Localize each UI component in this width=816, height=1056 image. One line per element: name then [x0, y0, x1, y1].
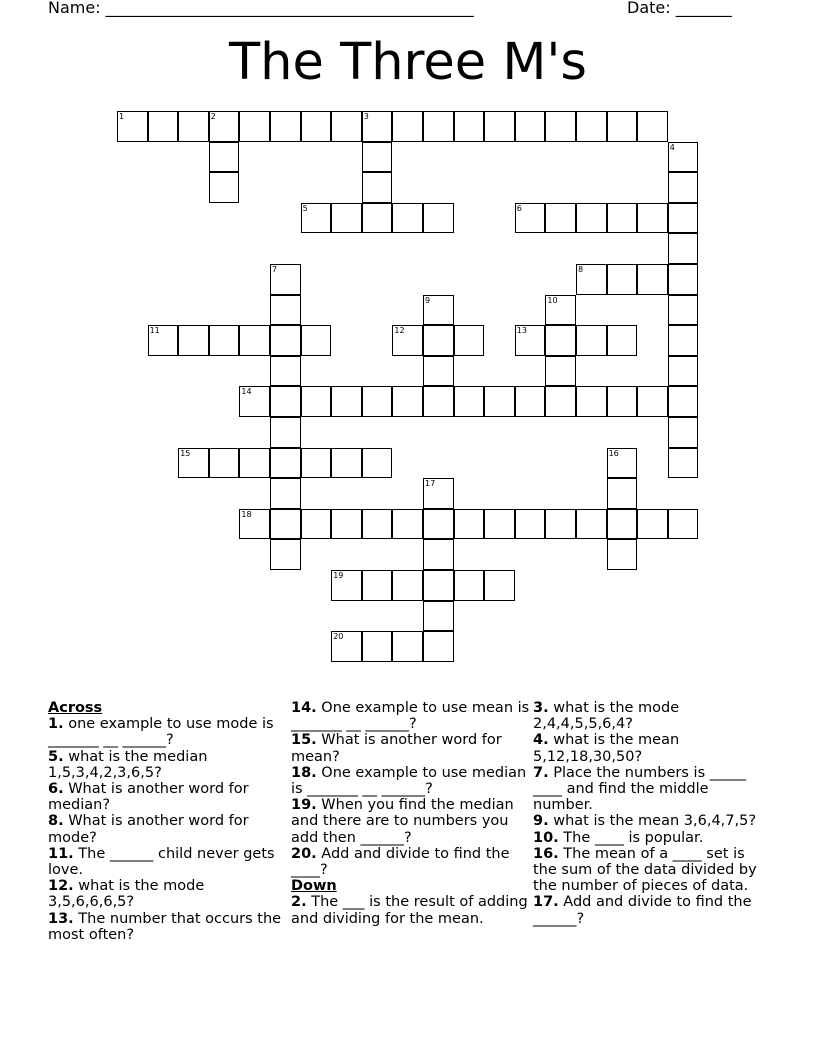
grid-cell[interactable] [362, 631, 393, 662]
clue-number: 12 [394, 326, 405, 336]
grid-cell[interactable] [209, 448, 240, 479]
grid-cell[interactable] [178, 111, 209, 142]
grid-cell[interactable] [209, 325, 240, 356]
grid-cell[interactable] [454, 509, 485, 540]
clue-text: The ______ child never gets love. [48, 845, 275, 879]
grid-cell[interactable] [178, 448, 209, 479]
grid-cell[interactable] [454, 111, 485, 142]
grid-cell[interactable] [239, 509, 270, 540]
grid-cell[interactable] [668, 509, 699, 540]
grid-cell[interactable] [362, 203, 393, 234]
grid-cell[interactable] [362, 509, 393, 540]
grid-cell[interactable] [668, 295, 699, 326]
grid-cell[interactable] [637, 509, 668, 540]
name-field[interactable]: Name: ______________________________________________ [48, 0, 474, 17]
clues-heading: Across [48, 700, 103, 716]
grid-cell[interactable] [301, 111, 332, 142]
clue-text: The ___ is the result of adding and dividing for the mean. [291, 894, 528, 927]
clue-number: 10 [547, 295, 558, 305]
grid-cell[interactable] [576, 264, 607, 295]
clue-number: 13 [516, 326, 527, 336]
grid-cell[interactable] [392, 570, 423, 601]
clue-item [48, 716, 288, 748]
grid-cell[interactable] [423, 111, 454, 142]
grid-cell[interactable] [331, 203, 362, 234]
clue-text: what is the mode 3,5,6,6,6,5? [48, 878, 205, 911]
clue-item [291, 732, 531, 764]
grid-cell[interactable] [209, 142, 240, 173]
clue-number: 16 [608, 448, 619, 458]
grid-cell[interactable] [637, 111, 668, 142]
clues-column-3 [533, 700, 773, 927]
grid-cell[interactable] [209, 172, 240, 203]
clue-text: What is another word for mean? [291, 732, 502, 765]
grid-cell[interactable] [331, 631, 362, 662]
clue-number-label: 14. [291, 700, 317, 716]
grid-cell[interactable] [362, 386, 393, 417]
grid-cell[interactable] [148, 111, 179, 142]
clue-text: what is the mean 3,6,4,7,5? [548, 813, 757, 830]
grid-cell[interactable] [423, 570, 454, 601]
clue-item [291, 765, 531, 797]
clue-number: 3 [363, 112, 369, 121]
clue-number: 6 [516, 203, 522, 213]
grid-cell[interactable] [362, 570, 393, 601]
grid-cell[interactable] [331, 111, 362, 142]
grid-cell[interactable] [545, 295, 576, 326]
clue-text: Add and divide to find the ______? [533, 894, 752, 927]
clue-item [291, 894, 531, 926]
clue-number: 18 [241, 509, 252, 519]
grid-cell[interactable] [668, 417, 699, 448]
clue-item [533, 830, 773, 846]
grid-cell[interactable] [607, 478, 638, 509]
grid-cell[interactable] [423, 295, 454, 326]
grid-cell[interactable] [392, 386, 423, 417]
clue-number-label: 18. [291, 764, 317, 781]
grid-cell[interactable] [637, 264, 668, 295]
grid-cell[interactable] [607, 203, 638, 234]
clue-number: 7 [272, 265, 278, 274]
grid-cell[interactable] [148, 325, 179, 356]
grid-cell[interactable] [270, 111, 301, 142]
clue-item [48, 846, 288, 878]
grid-cell[interactable] [362, 448, 393, 479]
grid-cell[interactable] [484, 111, 515, 142]
grid-cell[interactable] [392, 111, 423, 142]
grid-cell[interactable] [270, 448, 301, 479]
clue-number: 2 [210, 112, 216, 121]
grid-cell[interactable] [607, 111, 638, 142]
grid-cell[interactable] [545, 325, 576, 356]
grid-cell[interactable] [668, 356, 699, 387]
grid-cell[interactable] [270, 295, 301, 326]
clue-number-label: 2. [291, 894, 307, 911]
grid-cell[interactable] [362, 172, 393, 203]
grid-cell[interactable] [423, 203, 454, 234]
clues-column-1 [48, 700, 288, 943]
grid-cell[interactable] [270, 539, 301, 570]
grid-cell[interactable] [392, 631, 423, 662]
grid-cell[interactable] [607, 325, 638, 356]
grid-cell[interactable] [668, 264, 699, 295]
clue-number: 8 [578, 265, 584, 274]
clue-text: What is another word for median? [48, 781, 249, 814]
grid-cell[interactable] [484, 509, 515, 540]
clue-number: 5 [302, 203, 308, 213]
clue-item [48, 878, 288, 910]
grid-cell[interactable] [515, 203, 546, 234]
clue-text: what is the mean 5,12,18,30,50? [533, 732, 680, 765]
clue-number-label: 10. [533, 829, 559, 846]
grid-cell[interactable] [117, 111, 148, 142]
clue-text: One example to use mean is _______ __ ______? [291, 700, 530, 733]
grid-cell[interactable] [270, 509, 301, 540]
grid-cell[interactable] [545, 356, 576, 387]
clue-number-label: 17. [533, 894, 559, 911]
clue-number: 15 [180, 448, 191, 458]
grid-cell[interactable] [362, 111, 393, 142]
grid-cell[interactable] [239, 448, 270, 479]
clue-number-label: 3. [533, 700, 549, 716]
clue-number: 11 [149, 326, 160, 336]
grid-cell[interactable] [423, 601, 454, 632]
grid-cell[interactable] [239, 386, 270, 417]
clue-number-label: 11. [48, 845, 74, 862]
grid-cell[interactable] [423, 386, 454, 417]
clue-item [48, 749, 288, 781]
clue-item [48, 911, 288, 943]
clue-number-label: 8. [48, 813, 64, 830]
grid-cell[interactable] [668, 172, 699, 203]
clue-number-label: 7. [533, 764, 549, 781]
grid-cell[interactable] [423, 478, 454, 509]
clue-number-label: 1. [48, 716, 64, 733]
grid-cell[interactable] [607, 386, 638, 417]
grid-cell[interactable] [607, 509, 638, 540]
grid-cell[interactable] [668, 448, 699, 479]
grid-cell[interactable] [454, 325, 485, 356]
grid-cell[interactable] [301, 509, 332, 540]
clue-number-label: 9. [533, 813, 549, 830]
grid-cell[interactable] [270, 356, 301, 387]
clue-text: The mean of a ____ set is the sum of the data divided by the number of pieces of data. [533, 845, 757, 895]
clue-number: 19 [333, 571, 344, 580]
grid-cell[interactable] [423, 631, 454, 662]
grid-cell[interactable] [545, 386, 576, 417]
clue-item [533, 846, 773, 895]
clue-text: what is the mode 2,4,4,5,5,6,4? [533, 700, 680, 733]
clue-item [533, 765, 773, 814]
grid-cell[interactable] [576, 325, 607, 356]
clue-number-label: 15. [291, 732, 317, 749]
grid-cell[interactable] [515, 386, 546, 417]
date-field[interactable]: Date: _______ [627, 0, 732, 17]
grid-cell[interactable] [331, 570, 362, 601]
grid-cell[interactable] [637, 203, 668, 234]
clues-column-2 [291, 700, 531, 927]
grid-cell[interactable] [454, 570, 485, 601]
clue-text: one example to use mode is _______ __ ______? [48, 716, 274, 749]
grid-cell[interactable] [668, 142, 699, 173]
clue-item [533, 894, 773, 926]
clue-item [291, 846, 531, 878]
clue-text: When you find the median and there are to numbers you add then ______? [291, 797, 514, 846]
grid-cell[interactable] [301, 203, 332, 234]
clue-number: 14 [241, 387, 252, 397]
grid-cell[interactable] [637, 386, 668, 417]
grid-cell[interactable] [392, 325, 423, 356]
grid-cell[interactable] [545, 111, 576, 142]
grid-cell[interactable] [423, 539, 454, 570]
grid-cell[interactable] [331, 448, 362, 479]
grid-cell[interactable] [545, 203, 576, 234]
clue-number: 1 [119, 112, 125, 121]
clue-item [533, 732, 773, 764]
grid-cell[interactable] [239, 111, 270, 142]
grid-cell[interactable] [301, 325, 332, 356]
grid-cell[interactable] [209, 111, 240, 142]
grid-cell[interactable] [607, 264, 638, 295]
grid-cell[interactable] [576, 111, 607, 142]
clues-heading: Down [291, 878, 337, 895]
clue-number-label: 20. [291, 845, 317, 862]
clue-number: 4 [669, 142, 675, 152]
clue-item [291, 700, 531, 732]
clue-number: 17 [425, 479, 436, 489]
clue-text: what is the median 1,5,3,4,2,3,6,5? [48, 748, 208, 781]
clue-number-label: 6. [48, 781, 64, 798]
grid-cell[interactable] [423, 325, 454, 356]
grid-cell[interactable] [178, 325, 209, 356]
clue-number: 20 [333, 632, 344, 642]
clue-item [533, 700, 773, 732]
clue-number-label: 12. [48, 878, 74, 895]
grid-cell[interactable] [576, 509, 607, 540]
clue-text: The number that occurs the most often? [48, 910, 282, 943]
clue-item [48, 781, 288, 813]
grid-cell[interactable] [301, 448, 332, 479]
clue-number: 9 [425, 295, 431, 305]
grid-cell[interactable] [301, 386, 332, 417]
grid-cell[interactable] [515, 111, 546, 142]
clue-item [291, 797, 531, 846]
grid-cell[interactable] [423, 509, 454, 540]
grid-cell[interactable] [668, 233, 699, 264]
grid-cell[interactable] [270, 264, 301, 295]
clue-number-label: 13. [48, 910, 74, 927]
grid-cell[interactable] [270, 478, 301, 509]
grid-cell[interactable] [668, 325, 699, 356]
grid-cell[interactable] [668, 203, 699, 234]
grid-cell[interactable] [607, 539, 638, 570]
grid-cell[interactable] [331, 509, 362, 540]
grid-cell[interactable] [423, 356, 454, 387]
grid-cell[interactable] [392, 509, 423, 540]
grid-cell[interactable] [270, 386, 301, 417]
clue-text: What is another word for mode? [48, 813, 249, 846]
clue-item [533, 813, 773, 829]
clue-text: One example to use median is _______ __ ______? [291, 764, 527, 798]
grid-cell[interactable] [576, 386, 607, 417]
grid-cell[interactable] [484, 386, 515, 417]
clue-number-label: 4. [533, 732, 549, 749]
grid-cell[interactable] [362, 142, 393, 173]
page-title: The Three M's [229, 33, 587, 92]
grid-cell[interactable] [270, 417, 301, 448]
grid-cell[interactable] [515, 509, 546, 540]
clue-number-label: 5. [48, 748, 64, 765]
grid-cell[interactable] [239, 325, 270, 356]
grid-cell[interactable] [515, 325, 546, 356]
grid-cell[interactable] [607, 448, 638, 479]
grid-cell[interactable] [576, 203, 607, 234]
grid-cell[interactable] [270, 325, 301, 356]
clue-text: The ____ is popular. [558, 829, 704, 846]
clue-item [48, 813, 288, 845]
clue-number-label: 16. [533, 845, 559, 862]
grid-cell[interactable] [545, 509, 576, 540]
grid-cell[interactable] [484, 570, 515, 601]
grid-cell[interactable] [668, 386, 699, 417]
clue-number-label: 19. [291, 797, 317, 814]
clue-text: Place the numbers is _____ ____ and find the middle number. [533, 764, 746, 814]
grid-cell[interactable] [392, 203, 423, 234]
clue-text: Add and divide to find the ____? [291, 845, 510, 879]
grid-cell[interactable] [331, 386, 362, 417]
grid-cell[interactable] [454, 386, 485, 417]
